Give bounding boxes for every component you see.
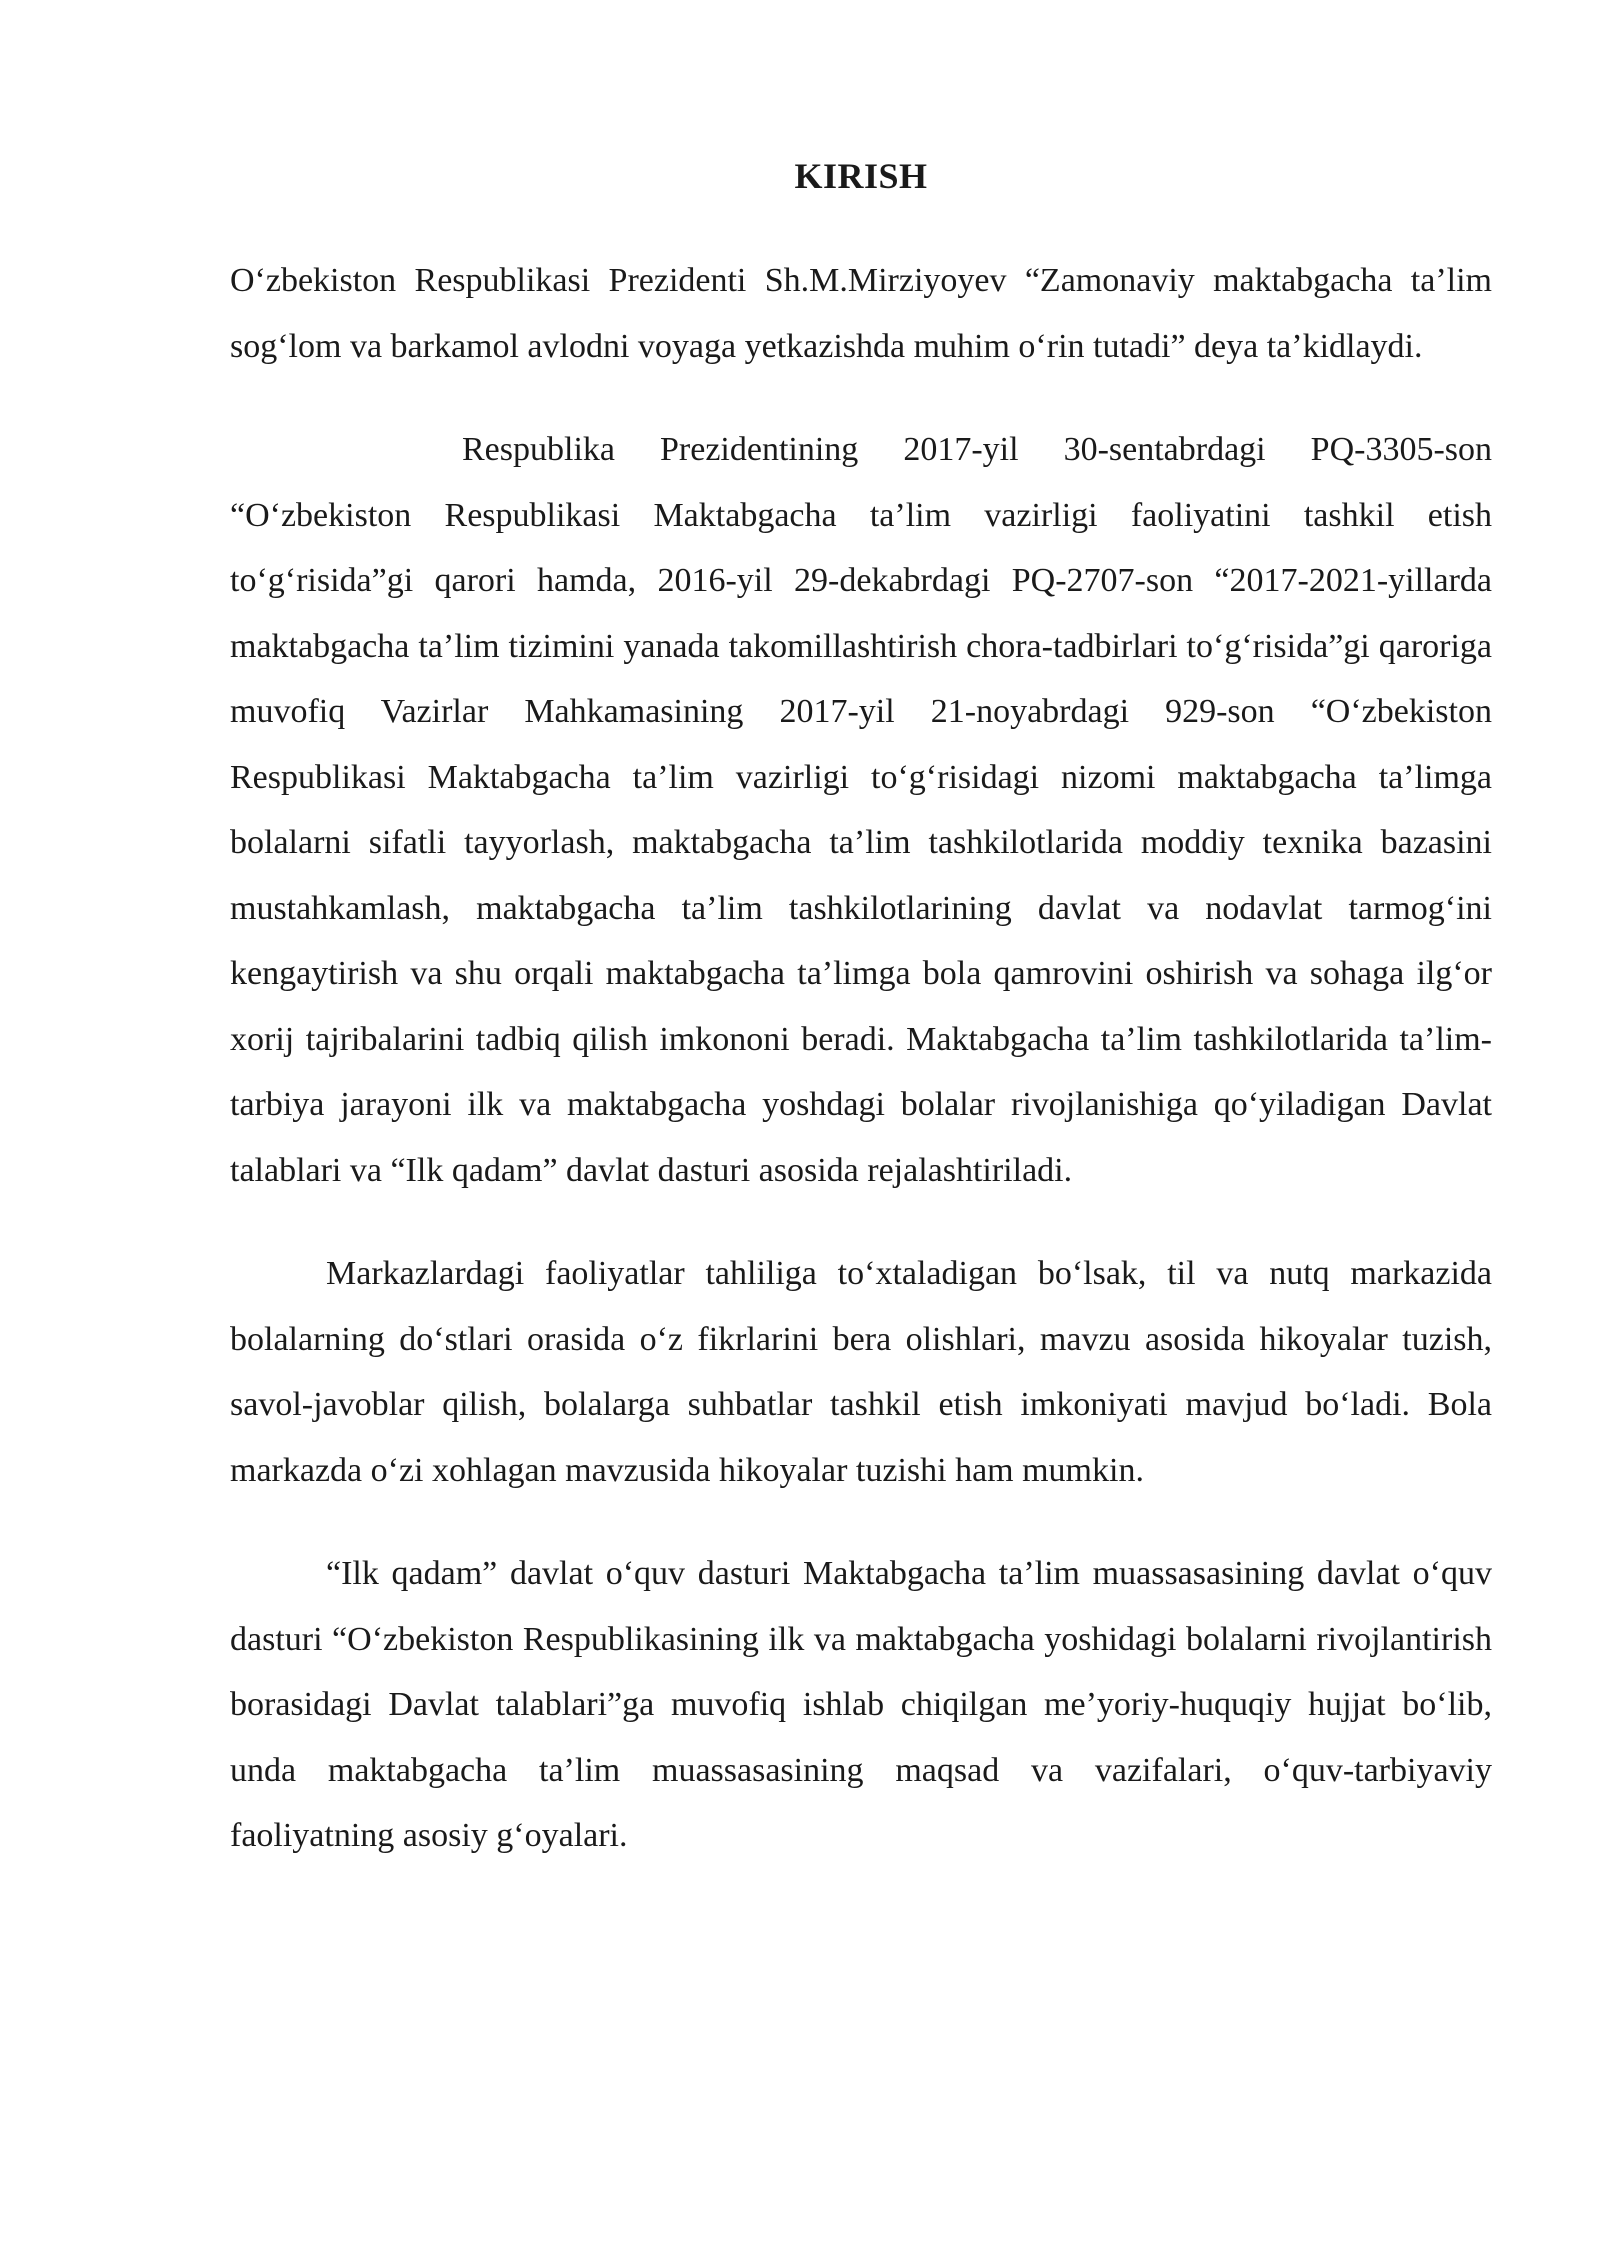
paragraph-centers-activities: Markazlardagi faoliyatlar tahliliga to‘xtaladigan bo‘lsak, til va nutq markazida bolalarning do‘stlari orasida o‘z fikrlarini bera olishlari, mavzu asosida hikoyalar tuzish, savol-javoblar qilish, bolalarga suhbatlar tashkil etish imkoniyati mavjud bo‘ladi. Bola markazda o‘zi xohlagan mavzusida hikoyalar tuzishi ham mumkin. (230, 1255, 1492, 1489)
document-title: KIRISH (794, 156, 928, 196)
paragraph-legal-basis: Respublika Prezidentining 2017-yil 30-sentabrdagi PQ-3305-son “O‘zbekiston Respublikasi Maktabgacha ta’lim vazirligi faoliyatini tashkil etish to‘g‘risida”gi qarori hamda, 2016-yil 29-dekabrdagi PQ-2707-son “2017-2021-yillarda maktabgacha ta’lim tizimini yanada takomillashtirish chora-tadbirlari to‘g‘risida”gi qaroriga muvofiq Vazirlar Mahkamasining 2017-yil 21-noyabrdagi 929-son “O‘zbekiston Respublikasi Maktabgacha ta’lim vazirligi to‘g‘risidagi nizomi maktabgacha ta’limga bolalarni sifatli tayyorlash, maktabgacha ta’lim tashkilotlarida moddiy texnika bazasini mustahkamlash, maktabgacha ta’lim tashkilotlarining davlat va nodavlat tarmog‘ini kengaytirish va shu orqali maktabgacha ta’limga bola qamrovini oshirish va sohaga ilg‘or xorij tajribalarini tadbiq qilish imkononi beradi. Maktabgacha ta’lim tashkilotlarida ta’lim-tarbiya jarayoni ilk va maktabgacha yoshdagi bolalar rivojlanishiga qo‘yiladigan Davlat talablari va “Ilk qadam” davlat dasturi asosida rejalashtiriladi. (230, 431, 1492, 1189)
document-body (230, 150, 1492, 1869)
paragraph-intro-quote: O‘zbekiston Respublikasi Prezidenti Sh.M.Mirziyoyev “Zamonaviy maktabgacha ta’lim sog‘lom va barkamol avlodni voyaga yetkazishda muhim o‘rin tutadi” deya ta’kidlaydi. (230, 262, 1492, 365)
paragraph-ilk-qadam-program: “Ilk qadam” davlat o‘quv dasturi Maktabgacha ta’lim muassasasining davlat o‘quv dasturi “O‘zbekiston Respublikasining ilk va maktabgacha yoshidagi bolalarni rivojlantirish borasidagi Davlat talablari”ga muvofiq ishlab chiqilgan me’yoriy-huquqiy hujjat bo‘lib, unda maktabgacha ta’lim muassasasining maqsad va vazifalari, o‘quv-tarbiyaviy faoliyatning asosiy g‘oyalari. (230, 1555, 1492, 1854)
